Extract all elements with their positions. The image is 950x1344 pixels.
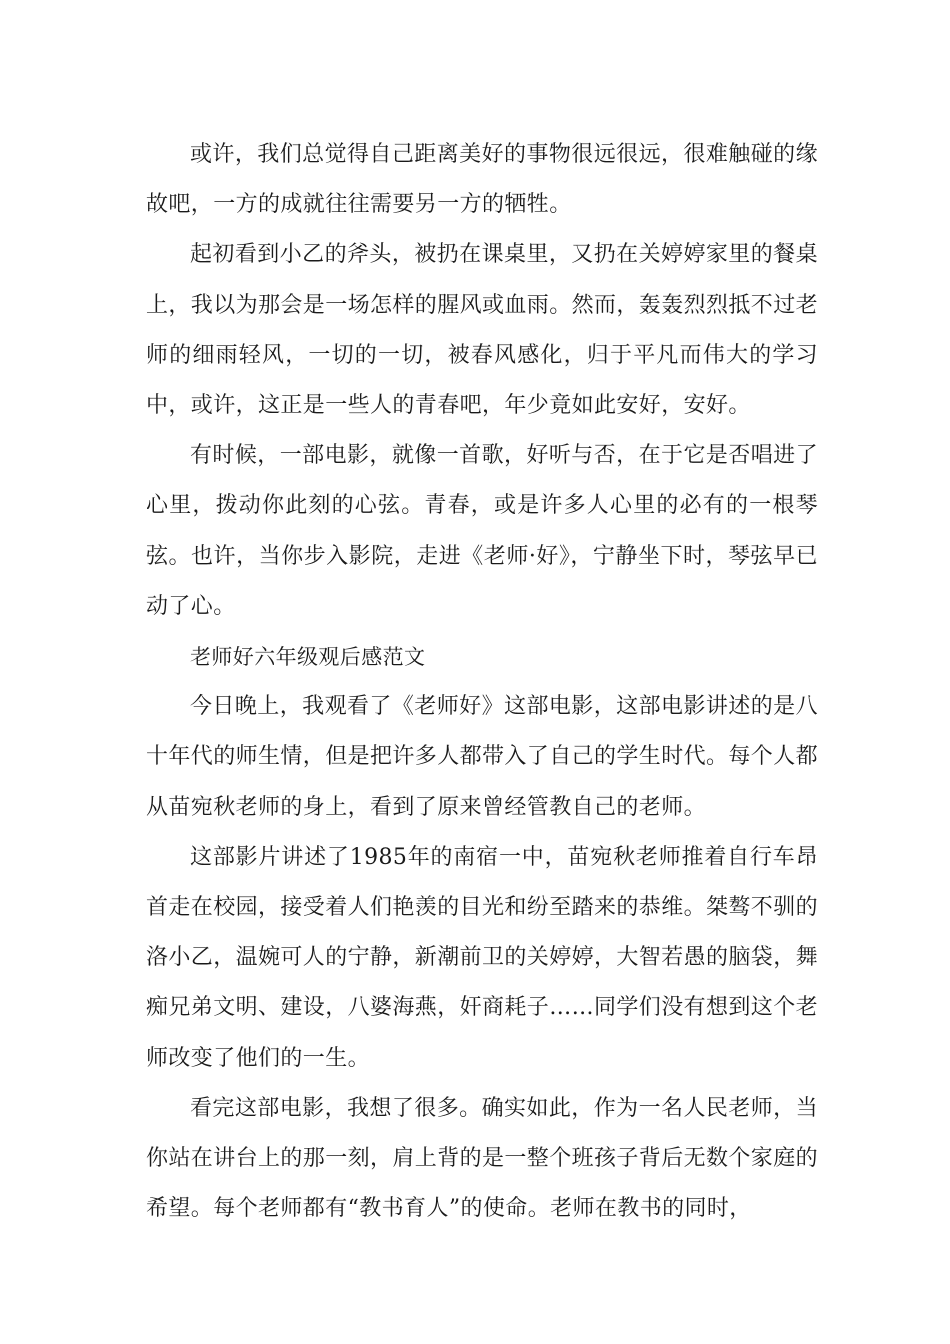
paragraph: 或许，我们总觉得自己距离美好的事物很远很远，很难触碰的缘故吧，一方的成就往往需要另一方的牺牲。 <box>146 142 818 218</box>
paragraph: 这部影片讲述了1985年的南宿一中，苗宛秋老师推着自行车昂首走在校园，接受着人们艳羡的目光和纷至踏来的恭维。桀骜不驯的洛小乙，温婉可人的宁静，新潮前卫的关婷婷，大智若愚的脑袋，舞痴兄弟文明、建设，八婆海燕，奸商耗子……同学们没有想到这个老师改变了他们的一生。 <box>146 844 819 1071</box>
section-heading: 老师好六年级观后感范文 <box>190 645 426 670</box>
document-body <box>146 130 818 1234</box>
paragraph: 今日晚上，我观看了《老师好》这部电影，这部电影讲述的是八十年代的师生情，但是把许多人都带入了自己的学生时代。每个人都从苗宛秋老师的身上，看到了原来曾经管教自己的老师。 <box>146 694 819 820</box>
paragraph: 起初看到小乙的斧头，被扔在课桌里，又扔在关婷婷家里的餐桌上，我以为那会是一场怎样的腥风或血雨。然而，轰轰烈烈抵不过老师的细雨轻风，一切的一切，被春风感化，归于平凡而伟大的学习中，或许，这正是一些人的青春吧，年少竟如此安好，安好。 <box>146 242 819 419</box>
paragraph: 看完这部电影，我想了很多。确实如此，作为一名人民老师，当你站在讲台上的那一刻，肩上背的是一整个班孩子背后无数个家庭的希望。每个老师都有“教书育人”的使命。老师在教书的同时， <box>146 1095 819 1222</box>
paragraph: 有时候，一部电影，就像一首歌，好听与否，在于它是否唱进了心里，拨动你此刻的心弦。青春，或是许多人心里的必有的一根琴弦。也许，当你步入影院，走进《老师·好》，宁静坐下时，琴弦早已动了心。 <box>146 443 818 619</box>
